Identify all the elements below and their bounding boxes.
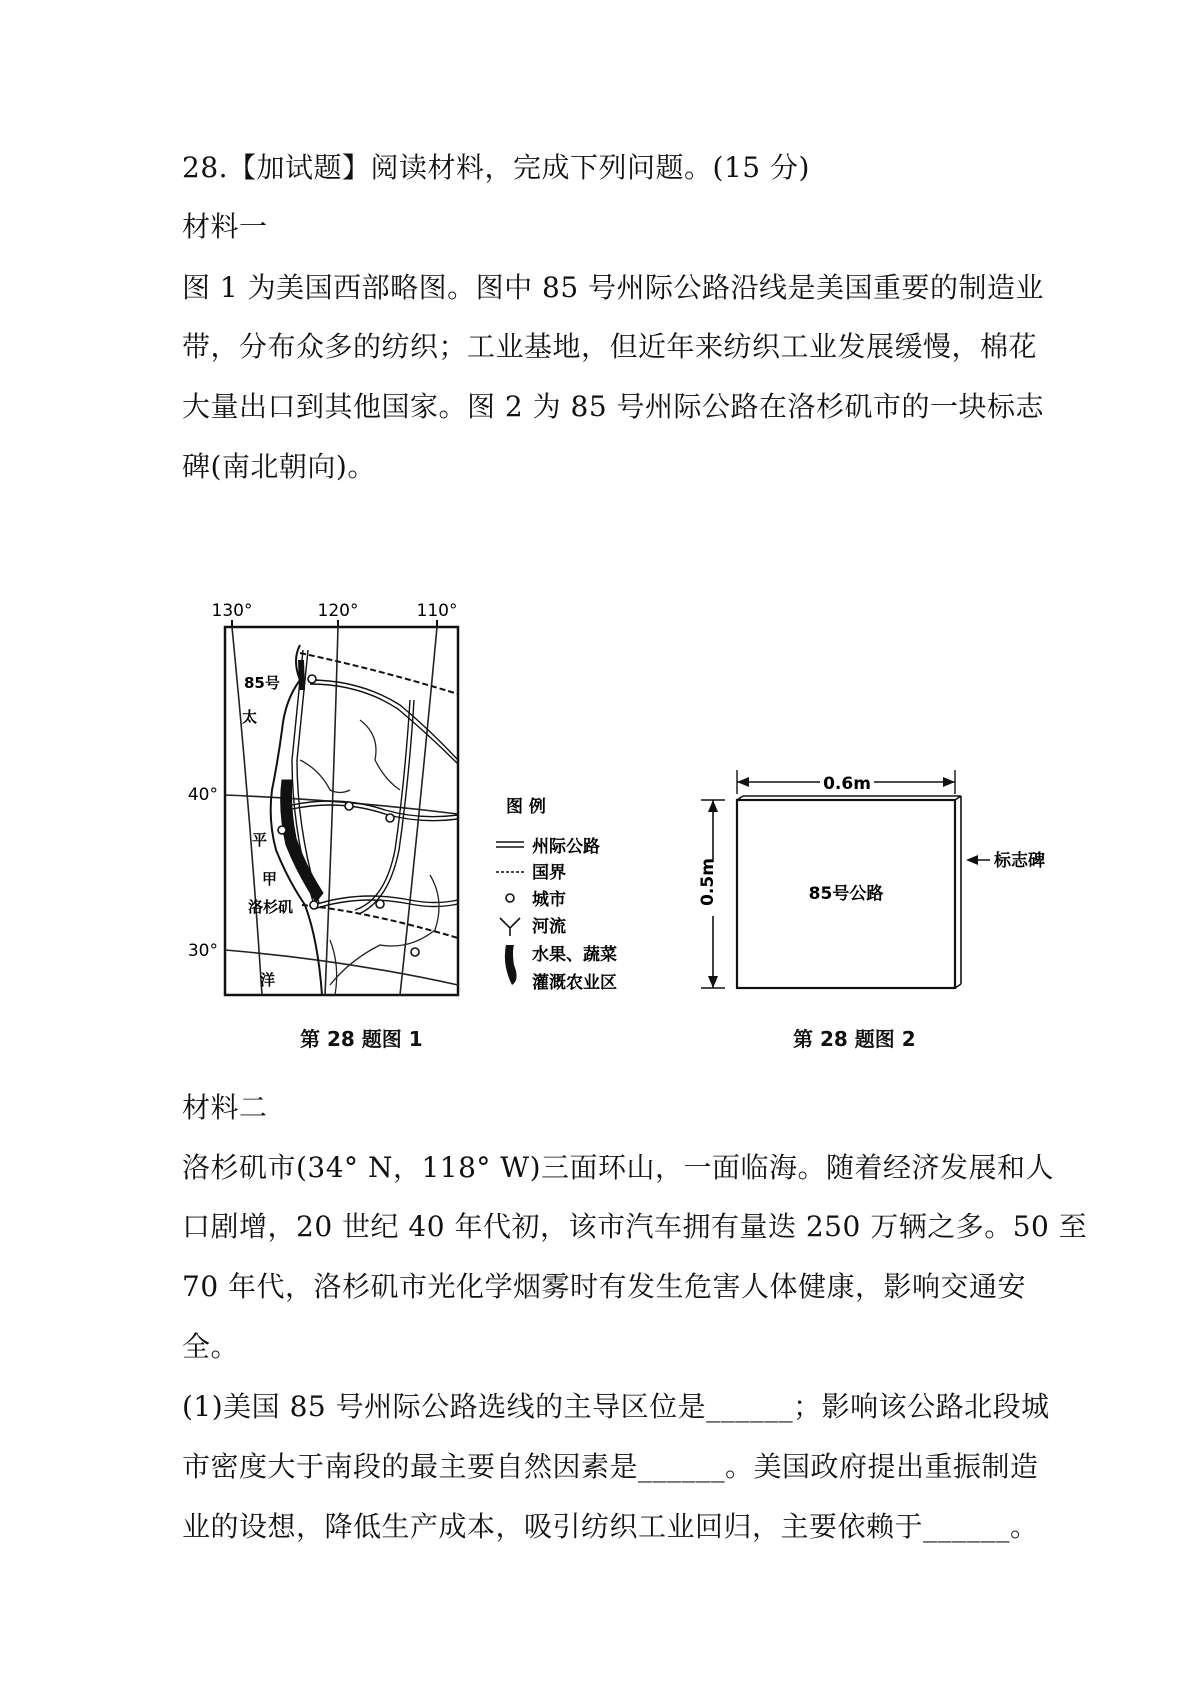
subquestion-line: 市密度大于南段的最主要自然因素是______。美国政府提出重振制造 <box>182 1450 1039 1483</box>
question-title: 28.【加试题】阅读材料，完成下列问题。(15 分) <box>182 151 810 184</box>
legend-item-agri-1: 水果、蔬菜 <box>532 945 617 965</box>
legend-city-symbol <box>506 894 514 902</box>
material2-line: 全。 <box>182 1330 240 1363</box>
legend-river-symbol <box>500 918 520 936</box>
height-label: 0.5m <box>698 858 718 906</box>
lon-label-130: 130° <box>211 601 253 621</box>
material2-line: 口剧增，20 世纪 40 年代初，该市汽车拥有量迭 250 万辆之多。50 至 <box>182 1210 1088 1243</box>
sign-pointer-label: 标志碑 <box>994 851 1045 871</box>
route-label: 85号 <box>244 674 280 692</box>
lat-label-40: 40° <box>187 785 218 805</box>
legend-item-river: 河流 <box>532 917 566 937</box>
material2-heading: 材料二 <box>182 1091 268 1124</box>
point-jia-label: 甲 <box>262 870 278 888</box>
figure2-caption: 第 28 题图 2 <box>793 1027 916 1051</box>
material1-line: 图 1 为美国西部略图。图中 85 号州际公路沿线是美国重要的制造业 <box>182 271 1045 304</box>
figure1-caption: 第 28 题图 1 <box>300 1027 423 1051</box>
legend-agri-symbol <box>505 945 517 985</box>
material1-heading: 材料一 <box>182 210 268 243</box>
figure1-map <box>188 601 458 995</box>
material2-line: 洛杉矶市(34° N，118° W)三面环山，一面临海。随着经济发展和人 <box>182 1151 1055 1184</box>
irrigated-area <box>281 780 323 902</box>
legend-item-border: 国界 <box>532 863 566 883</box>
legend-item-city: 城市 <box>532 890 566 910</box>
width-label: 0.6m <box>823 774 871 794</box>
material1-line: 碑(南北朝向)。 <box>182 450 376 483</box>
parallel-40 <box>225 795 458 814</box>
figure1-legend <box>496 796 617 993</box>
ocean-label-2: 平 <box>252 831 268 849</box>
legend-title: 图 例 <box>506 797 546 817</box>
legend-item-highway: 州际公路 <box>532 837 600 857</box>
figure2-diagram <box>698 770 1045 988</box>
material2-line: 70 年代，洛杉矶市光化学烟雾时有发生危害人体健康，影响交通安 <box>182 1270 1027 1303</box>
subquestion-line: (1)美国 85 号州际公路选线的主导区位是______；影响该公路北段城 <box>182 1390 1050 1423</box>
material1-line: 带，分布众多的纺织；工业基地，但近年来纺织工业发展缓慢，棉花 <box>182 330 1038 363</box>
interstate-highways <box>292 650 458 914</box>
lon-label-120: 120° <box>317 601 359 621</box>
subquestion-line: 业的设想，降低生产成本，吸引纺织工业回归，主要依赖于______。 <box>182 1510 1039 1543</box>
ocean-label-3: 洋 <box>260 971 276 989</box>
border-south <box>302 905 458 938</box>
sign-text: 85号公路 <box>808 884 884 904</box>
legend-item-agri-2: 灌溉农业区 <box>532 973 617 993</box>
material1-line: 大量出口到其他国家。图 2 为 85 号州际公路在洛杉矶市的一块标志 <box>182 390 1045 423</box>
lat-label-30: 30° <box>187 941 218 961</box>
cities <box>278 675 419 956</box>
ocean-label-1: 太 <box>242 708 258 726</box>
city-la-label: 洛杉矶 <box>248 898 294 916</box>
lon-label-110: 110° <box>416 601 458 621</box>
